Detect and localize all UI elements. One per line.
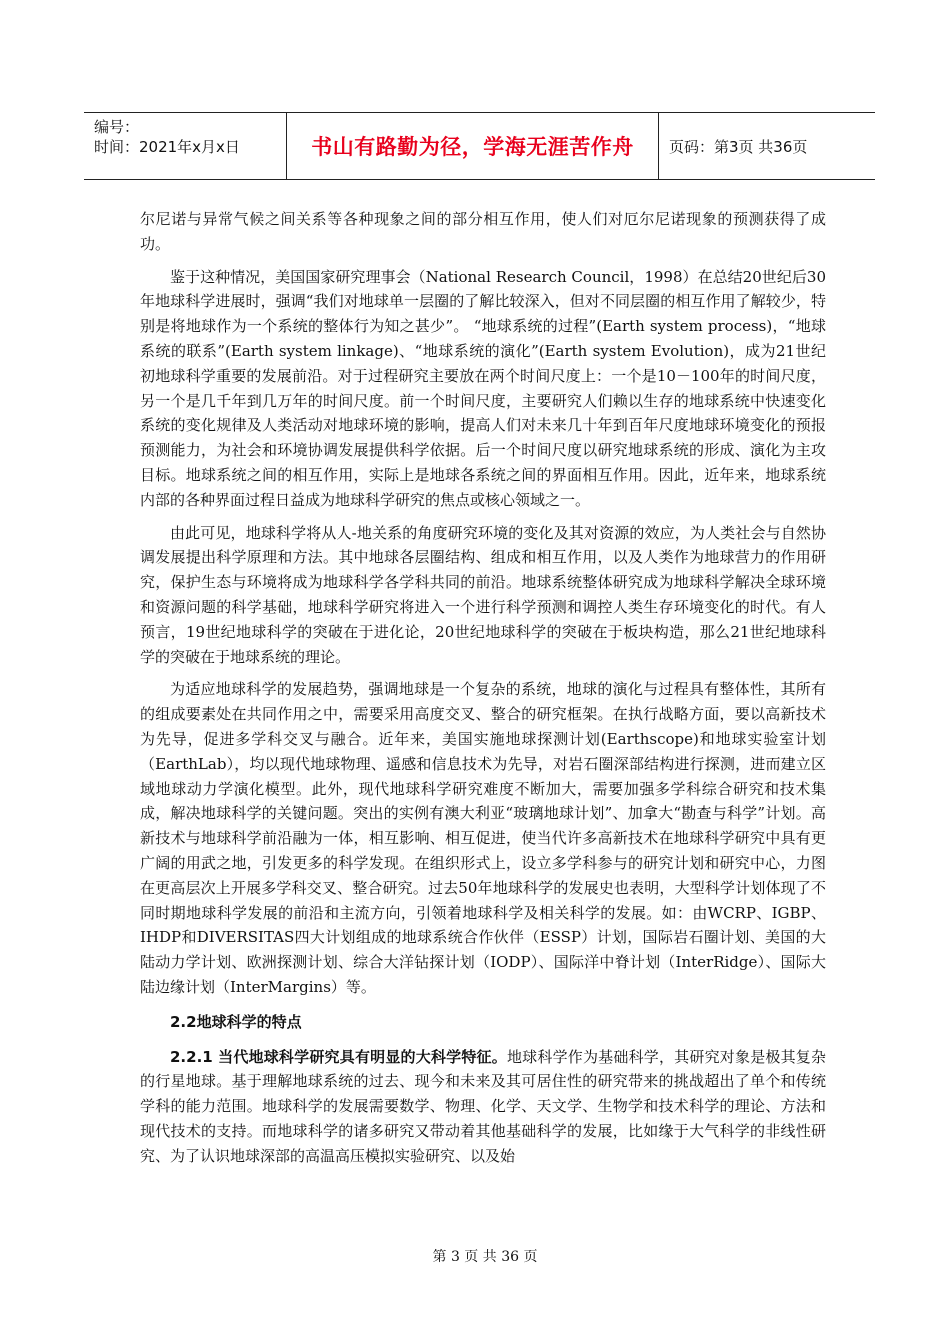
page-footer: 第 3 页 共 36 页 — [432, 1249, 538, 1265]
section-title: 2.2地球科学的特点 — [170, 1012, 302, 1031]
header-page-label: 页码：第3页 共36页 — [669, 137, 808, 156]
document-body — [140, 207, 826, 1176]
paragraph-4: 为适应地球科学的发展趋势，强调地球是一个复杂的系统，地球的演化与过程具有整体性，其所有的组成要素处在共同作用之中，需要采用高度交叉、整合的研究框架。在执行战略方面，要以高新技术为先导，促进多学科交叉与融合。近年来，美国实施地球探测计划(Earthscope)和地球实验室计划（EarthLab），均以现代地球物理、遥感和信息技术为先导，对岩石圈深部结构进行探测，进而建立区域地球动力学演化模型。此外，现代地球科学研究难度不断加大，需要加强多学科综合研究和技术集成，解决地球科学的关键问题。突出的实例有澳大利亚“玻璃地球计划”、加拿大“勘查与科学”计划。高新技术与地球科学前沿融为一体，相互影响、相互促进，使当代许多高新技术在地球科学研究中具有更广阔的用武之地，引发更多的科学发现。在组织形式上，设立多学科参与的研究计划和研究中心，力图在更高层次上开展多学科交叉、整合研究。过去50年地球科学的发展史也表明，大型科学计划体现了不同时期地球科学发展的前沿和主流方向，引领着地球科学及相关科学的发展。如：由WCRP、IGBP、IHDP和DIVERSITAS四大计划组成的地球系统合作伙伴（ESSP）计划，国际岩石圈计划、美国的大陆动力学计划、欧洲探测计划、综合大洋钻探计划（IODP）、国际洋中脊计划（InterRidge）、国际大陆边缘计划（InterMargins）等。 — [140, 680, 826, 996]
document-number-label: 编号： — [94, 118, 140, 136]
header-table — [84, 112, 875, 180]
header-motto: 书山有路勤为径，学海无涯苦作舟 — [287, 113, 659, 179]
paragraph-2: 鉴于这种情况，美国国家研究理事会（National Research Council，1998）在总结20世纪后30年地球科学进展时，强调“我们对地球单一层圈的了解比较深入，但对不同层圈的相互作用了解较少，特别是将地球作为一个系统的整体行为知之甚少”。 “地球系统的过程”(Earth system process)，“地球系统的联系”(Earth system linkage)、“地球系统的演化”(Earth system Evolution)，成为21世纪初地球科学重要的发展前沿。对于过程研究主要放在两个时间尺度上：一个是10－100年的时间尺度，另一个是几千年到几万年的时间尺度。前一个时间尺度，主要研究人们赖以生存的地球系统中快速变化系统的变化规律及人类活动对地球环境的影响，提高人们对未来几十年到百年尺度地球环境变化的预报预测能力，为社会和环境协调发展提供科学依据。后一个时间尺度以研究地球系统的形成、演化为主攻目标。地球系统之间的相互作用，实际上是地球各系统之间的界面相互作用。因此，近年来，地球系统内部的各种界面过程日益成为地球科学研究的焦点或核心领域之一。 — [140, 267, 826, 509]
paragraph-5-text: 地球科学作为基础科学，其研究对象是极其复杂的行星地球。基于理解地球系统的过去、现今和未来及其可居住性的研究带来的挑战超出了单个和传统学科的能力范围。地球科学的发展需要数学、物理、化学、天文学、生物学和技术科学的理论、方法和现代技术的支持。而地球科学的诸多研究又带动着其他基础科学的发展，比如缘于大气科学的非线性研究、为了认识地球深部的高温高压模拟实验研究、以及始 — [140, 1047, 826, 1165]
paragraph-5 — [140, 1045, 826, 1169]
document-date-label: 时间：2021年x月x日 — [94, 138, 240, 156]
paragraph-1: 尔尼诺与异常气候之间关系等各种现象之间的部分相互作用，使人们对厄尔尼诺现象的预测获得了成功。 — [140, 210, 826, 253]
header-meta-cell — [84, 113, 287, 179]
paragraph-5-lead: 2.2.1 当代地球科学研究具有明显的大科学特征。 — [170, 1047, 507, 1066]
paragraph-3: 由此可见，地球科学将从人-地关系的角度研究环境的变化及其对资源的效应，为人类社会与自然协调发展提出科学原理和方法。其中地球各层圈结构、组成和相互作用，以及人类作为地球营力的作用研究，保护生态与环境将成为地球科学各学科共同的前沿。地球系统整体研究成为地球科学解决全球环境和资源问题的科学基础，地球科学研究将进入一个进行科学预测和调控人类生存环境变化的时代。有人预言，19世纪地球科学的突破在于进化论，20世纪地球科学的突破在于板块构造，那么21世纪地球科学的突破在于地球系统的理论。 — [140, 523, 826, 666]
